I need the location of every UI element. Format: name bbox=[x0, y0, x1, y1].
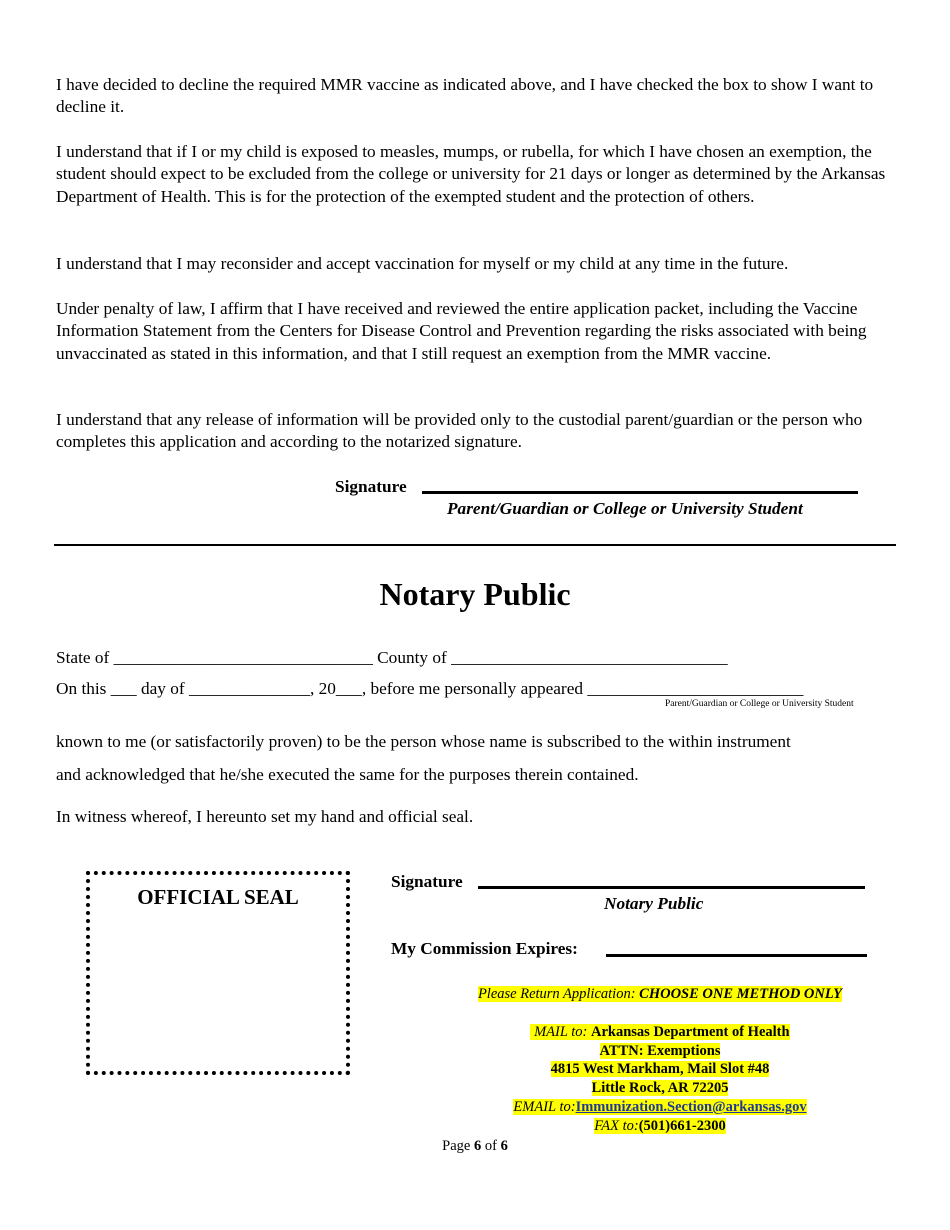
year-field[interactable]: ___ bbox=[335, 679, 362, 698]
of-label: of bbox=[484, 1138, 497, 1154]
email-link[interactable]: Immunization.Section@arkansas.gov bbox=[575, 1098, 807, 1115]
notary-title: Notary Public bbox=[379, 576, 571, 612]
applicant-signature-caption: Parent/Guardian or College or University Student bbox=[447, 499, 803, 518]
paragraph-release: I understand that any release of information will be provided only to the custodial parent/guardian or the person who completes this application and according to the notarized signature. bbox=[56, 410, 863, 452]
day-of-label: day of bbox=[141, 679, 185, 698]
mail-label: MAIL to: bbox=[534, 1023, 588, 1040]
day-field[interactable]: ___ bbox=[110, 679, 137, 698]
commission-expires-line[interactable] bbox=[606, 954, 867, 957]
page-current: 6 bbox=[473, 1138, 482, 1154]
witness-statement: In witness whereof, I hereunto set my hand and official seal. bbox=[56, 807, 474, 826]
mail-street: 4815 West Markham, Mail Slot #48 bbox=[550, 1061, 770, 1078]
return-instructions bbox=[380, 985, 940, 1136]
mail-attn: ATTN: Exemptions bbox=[599, 1042, 721, 1059]
paragraph-affirm: Under penalty of law, I affirm that I have received and reviewed the entire application packet, including the Vaccine Information Statement from the Centers for Disease Control and Prevention regarding the risks associated with being unvaccinated as stated in this information, and that I still request an exemption from the MMR vaccine. bbox=[56, 299, 867, 363]
fax-line bbox=[380, 1117, 940, 1136]
applicant-signature-line[interactable] bbox=[422, 491, 858, 494]
state-county-line bbox=[56, 648, 728, 668]
before-me-label: , before me personally appeared bbox=[361, 679, 584, 698]
notary-signature-label: Signature bbox=[391, 872, 463, 891]
page-total: 6 bbox=[500, 1138, 508, 1154]
official-seal-label: OFFICIAL SEAL bbox=[137, 885, 299, 909]
official-seal-box bbox=[86, 871, 350, 1075]
return-intro-line bbox=[380, 985, 940, 1004]
paragraph-exclusion: I understand that if I or my child is exposed to measles, mumps, or rubella, for which I have chosen an exemption, the student should expect to be excluded from the college or university for 21 days or longer as determined by the Arkansas Department of Health. This is for the protection of the exempted student and the protection of others. bbox=[56, 142, 886, 206]
paragraph-reconsider: I understand that I may reconsider and accept vaccination for myself or my child at any time in the future. bbox=[56, 254, 789, 273]
email-line bbox=[380, 1098, 940, 1117]
date-appearance-line bbox=[56, 679, 803, 699]
page-footer bbox=[0, 1138, 950, 1155]
county-field[interactable]: ________________________________ bbox=[451, 648, 728, 667]
county-label: County of bbox=[377, 648, 447, 667]
applicant-signature-label: Signature bbox=[335, 477, 407, 496]
year-prefix: , 20 bbox=[309, 679, 336, 698]
page-label: Page bbox=[442, 1138, 471, 1154]
fax-label: FAX to: bbox=[594, 1117, 639, 1134]
email-label: EMAIL to: bbox=[513, 1098, 576, 1115]
return-intro: Please Return Application: bbox=[477, 986, 636, 1002]
mail-org: Arkansas Department of Health bbox=[591, 1023, 790, 1040]
commission-label: My Commission Expires: bbox=[391, 939, 578, 958]
fax-number: (501)661-2300 bbox=[638, 1117, 726, 1134]
state-field[interactable]: ______________________________ bbox=[113, 648, 373, 667]
state-label: State of bbox=[56, 648, 110, 667]
return-method: CHOOSE ONE METHOD ONLY bbox=[639, 986, 843, 1002]
known-line-2: and acknowledged that he/she executed the same for the purposes therein contained. bbox=[56, 765, 639, 784]
section-divider bbox=[54, 544, 896, 546]
on-this-label: On this bbox=[56, 679, 107, 698]
notary-signature-caption: Notary Public bbox=[604, 894, 704, 913]
person-field[interactable]: _________________________ bbox=[587, 679, 804, 698]
mail-city: Little Rock, AR 72205 bbox=[591, 1080, 729, 1097]
person-caption: Parent/Guardian or College or University Student bbox=[665, 699, 854, 709]
mail-line bbox=[380, 1023, 940, 1042]
month-field[interactable]: ______________ bbox=[189, 679, 310, 698]
notary-signature-line[interactable] bbox=[478, 886, 865, 889]
paragraph-decline: I have decided to decline the required MMR vaccine as indicated above, and I have checked the box to show I want to decline it. bbox=[56, 75, 874, 117]
known-line-1: known to me (or satisfactorily proven) to be the person whose name is subscribed to the within instrument bbox=[56, 732, 791, 751]
